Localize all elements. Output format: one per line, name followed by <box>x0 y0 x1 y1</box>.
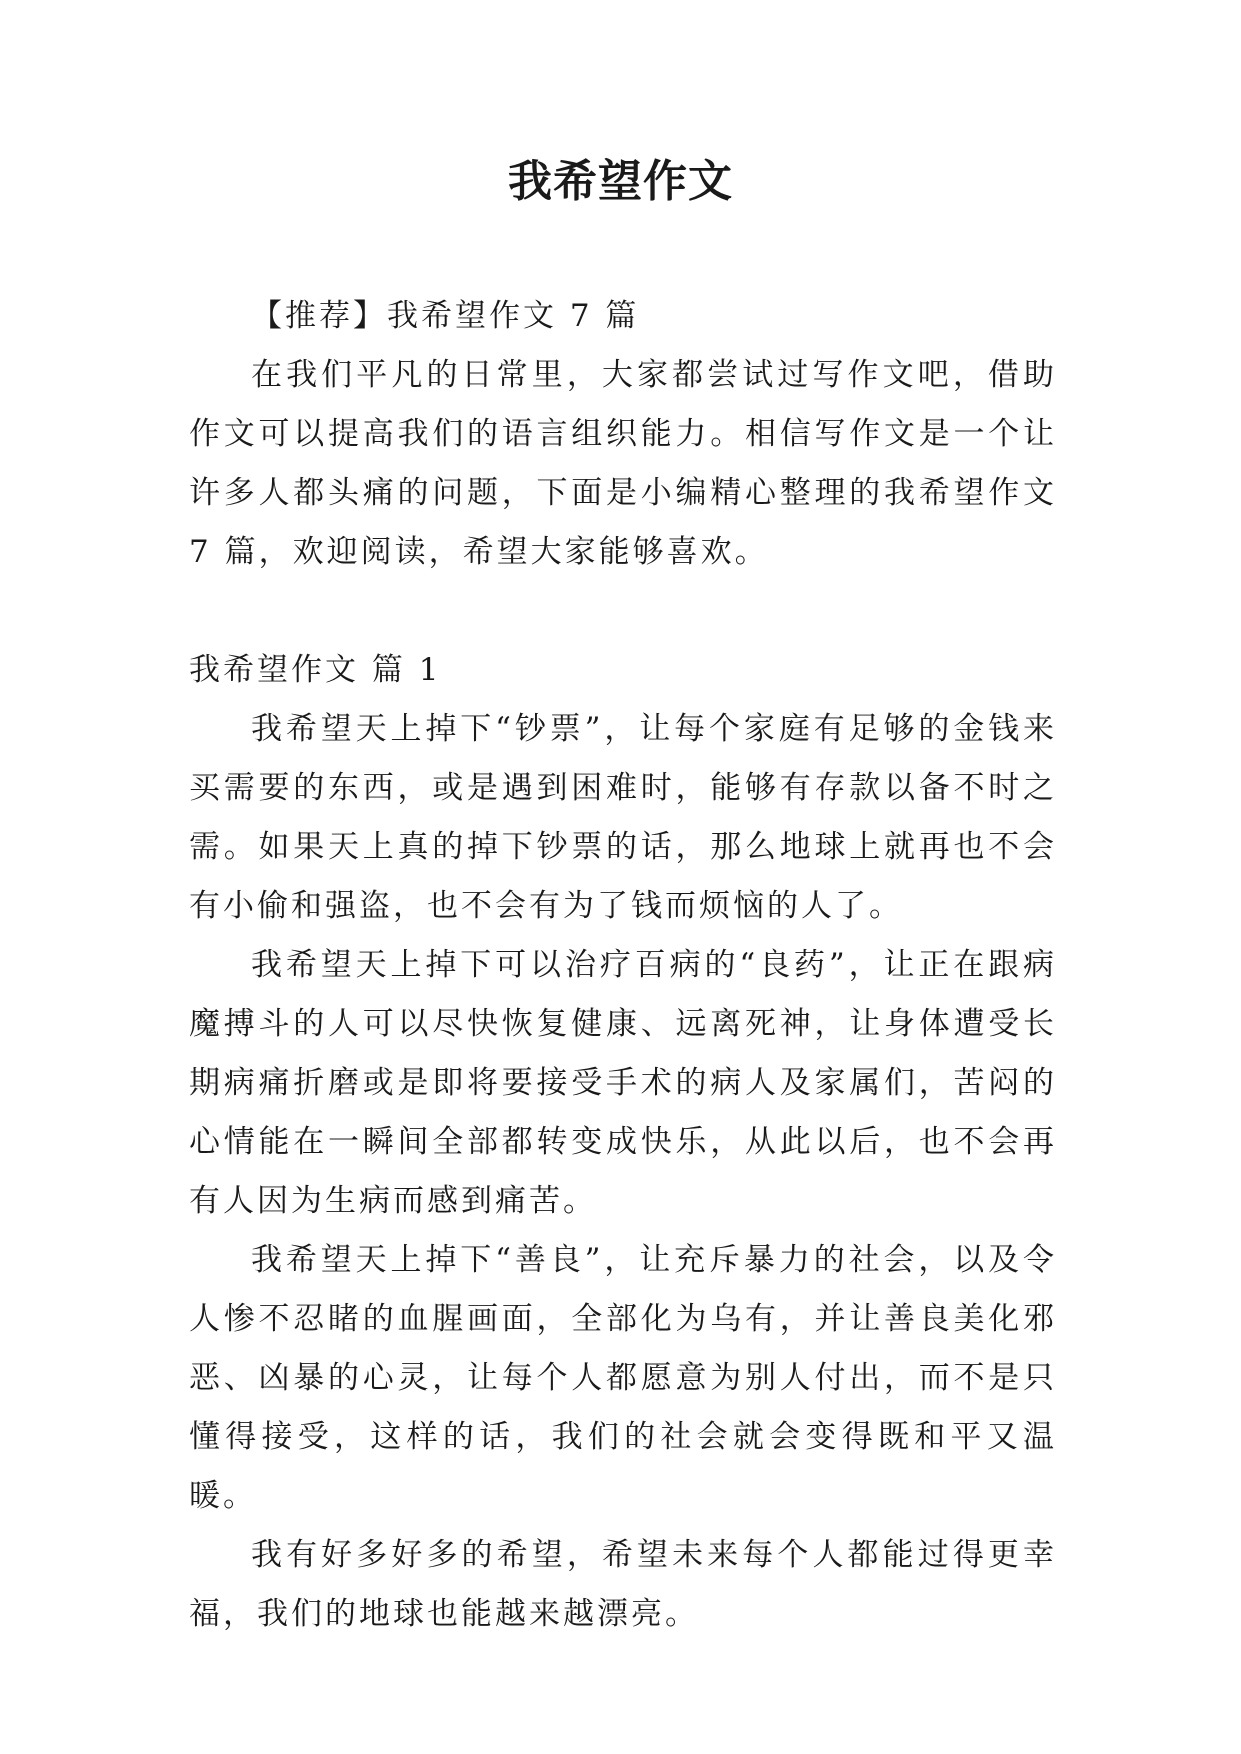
body-paragraph: 我有好多好多的希望，希望未来每个人都能过得更幸福，我们的地球也能越来越漂亮。 <box>189 1537 1057 1632</box>
recommend-line: 【推荐】我希望作文 7 篇 <box>251 298 640 334</box>
document-title: 我希望作文 <box>508 156 733 207</box>
section-heading: 我希望作文 篇 1 <box>189 652 442 688</box>
body-paragraph: 我希望天上掉下可以治疗百病的“良药”，让正在跟病魔搏斗的人可以尽快恢复健康、远离死神，让身体遭受长期病痛折磨或是即将要接受手术的病人及家属们，苦闷的心情能在一瞬间全部都转变成快乐，从此以后，也不会再有人因为生病而感到痛苦。 <box>189 947 1057 1219</box>
document-body <box>189 287 1057 1644</box>
body-paragraph: 我希望天上掉下“善良”，让充斥暴力的社会，以及令人惨不忍睹的血腥画面，全部化为乌有，并让善良美化邪恶、凶暴的心灵，让每个人都愿意为别人付出，而不是只懂得接受，这样的话，我们的社会就会变得既和平又温暖。 <box>189 1242 1057 1514</box>
intro-paragraph: 在我们平凡的日常里，大家都尝试过写作文吧，借助作文可以提高我们的语言组织能力。相信写作文是一个让许多人都头痛的问题，下面是小编精心整理的我希望作文 7 篇，欢迎阅读，希望大家能够喜欢。 <box>189 357 1057 570</box>
body-paragraph: 我希望天上掉下“钞票”，让每个家庭有足够的金钱来买需要的东西，或是遇到困难时，能够有存款以备不时之需。如果天上真的掉下钞票的话，那么地球上就再也不会有小偷和强盗，也不会有为了钱而烦恼的人了。 <box>189 711 1057 924</box>
